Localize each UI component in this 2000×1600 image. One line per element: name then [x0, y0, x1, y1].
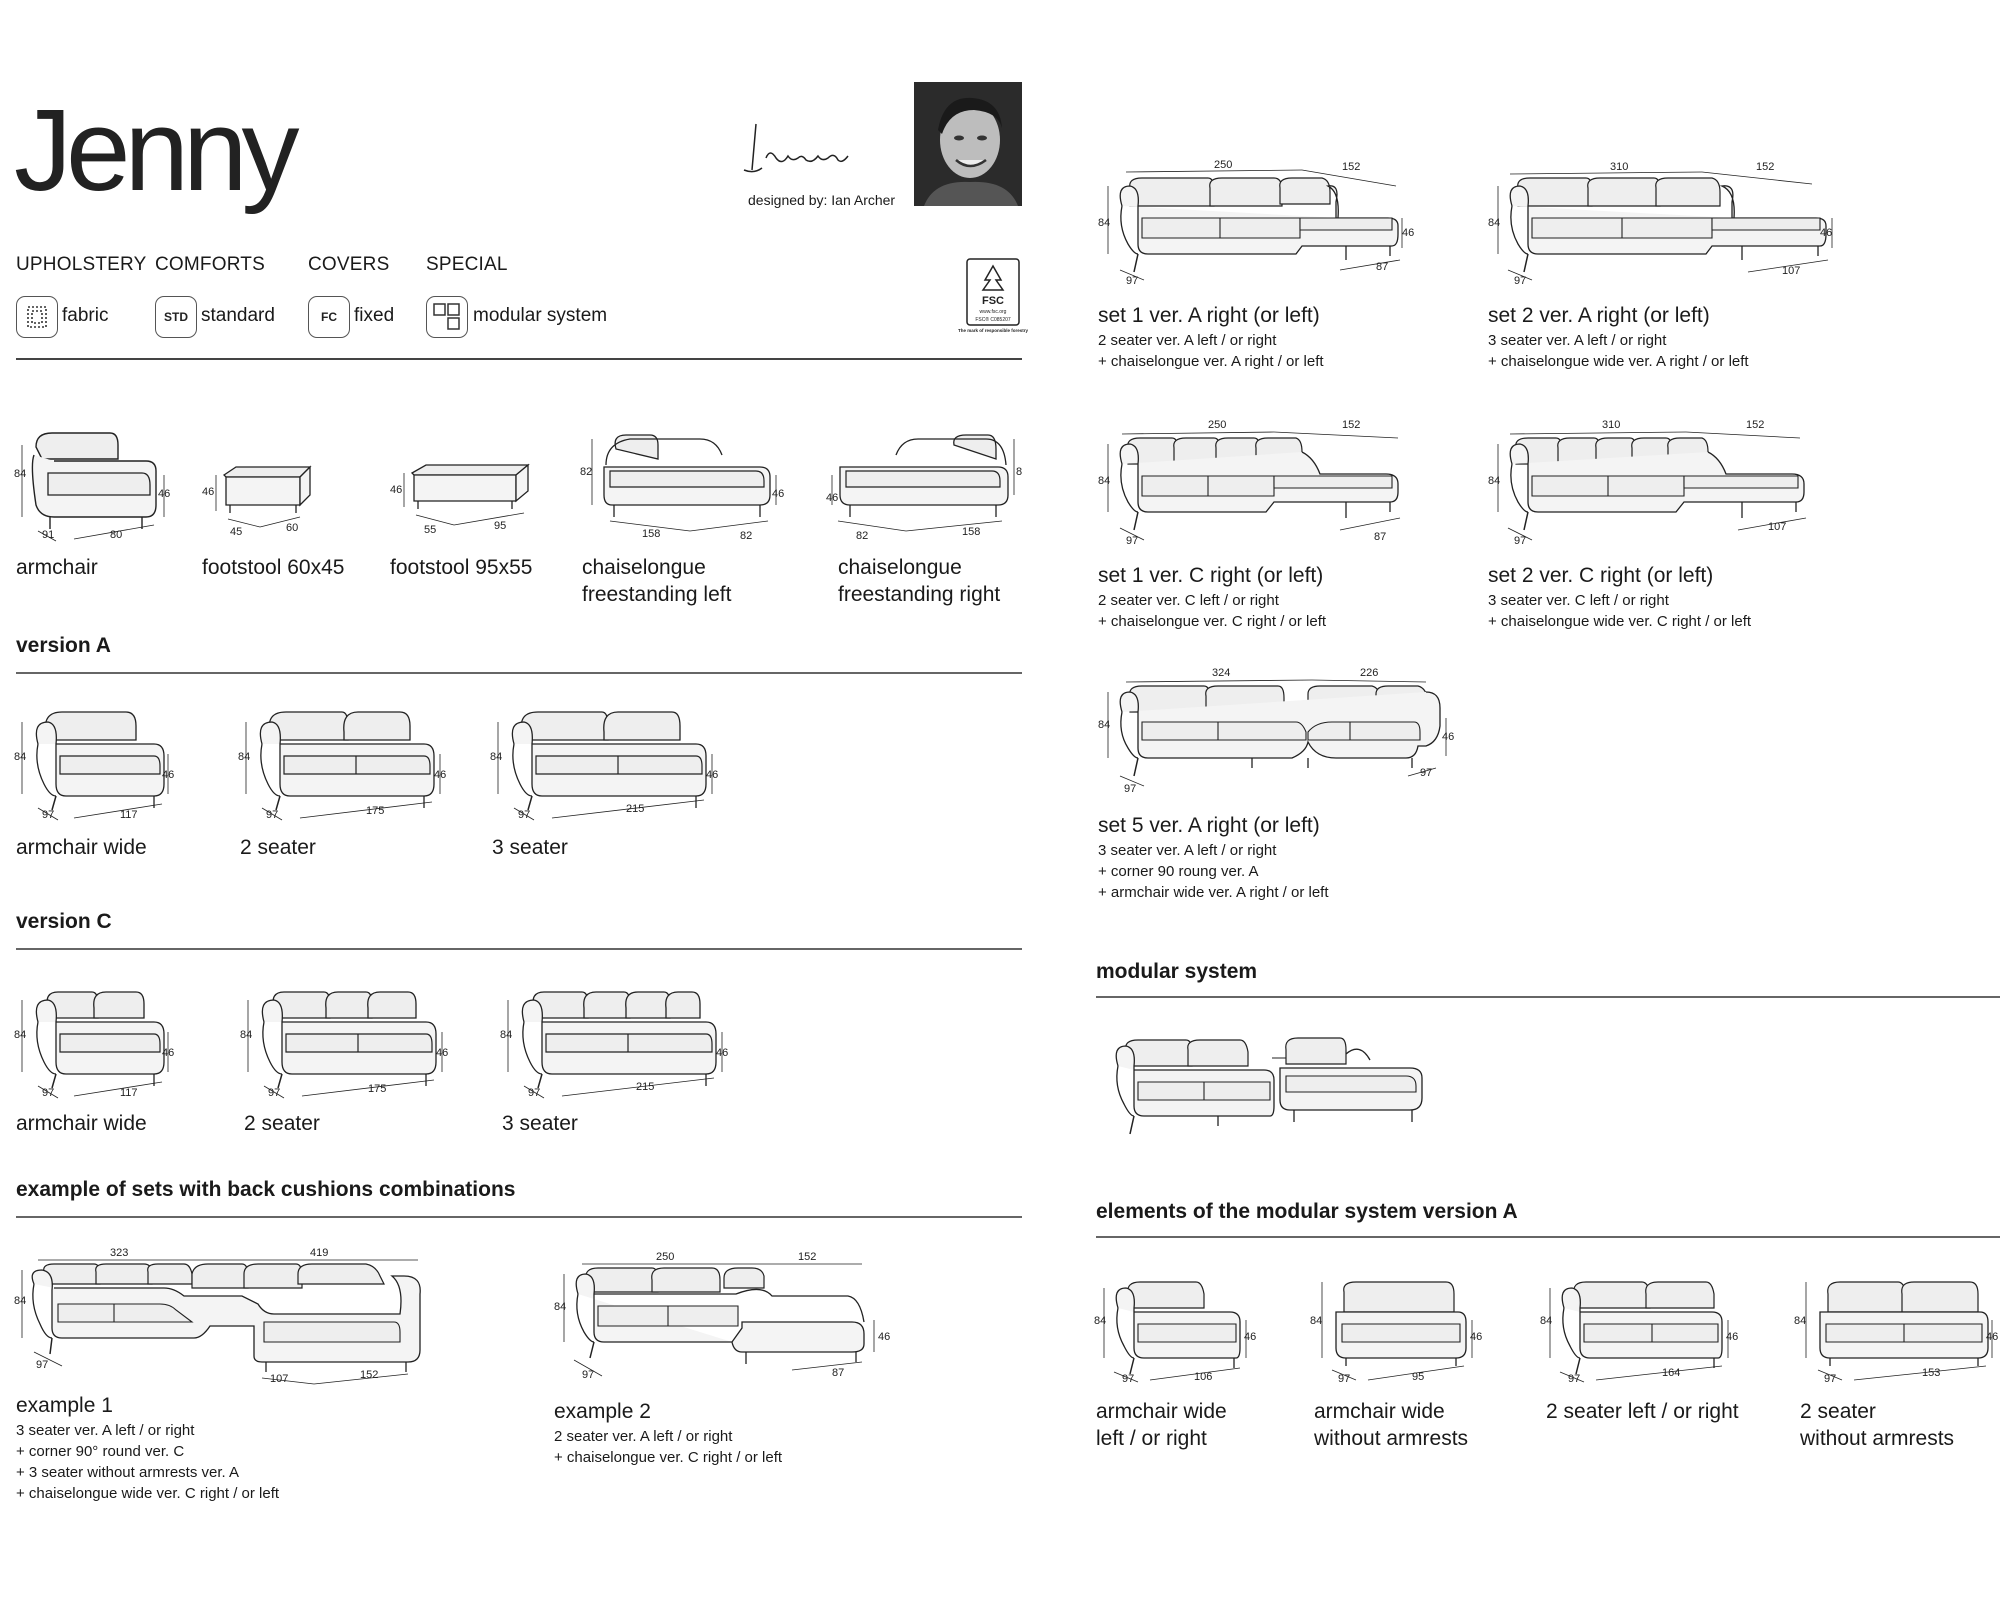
- element-armchair-wide-no-armrests-drawing: [1308, 1272, 1488, 1384]
- dim: 97: [518, 809, 531, 821]
- dim: 97: [1514, 535, 1527, 547]
- dim: 97: [266, 809, 279, 821]
- fsc-code: FSC® C085207: [975, 317, 1011, 323]
- chaiselongue-right-line2: freestanding right: [838, 583, 1001, 606]
- dim: 46: [706, 769, 719, 781]
- dim: 84: [1488, 475, 1501, 487]
- covers-header: COVERS: [308, 254, 390, 275]
- dim: 84: [500, 1029, 513, 1041]
- dim: 84: [14, 468, 27, 480]
- modular-system-label: modular system: [473, 305, 608, 326]
- version-a-title: version A: [16, 634, 111, 657]
- dim: 82: [856, 530, 869, 542]
- version-c-2-seater-drawing: [240, 982, 450, 1100]
- header-divider: [16, 358, 1022, 360]
- modular-system-drawing: [1094, 1030, 1434, 1148]
- chaiselongue-left-label: [582, 554, 731, 608]
- element-armchair-wide-drawing: [1094, 1272, 1264, 1384]
- dim: 97: [1126, 275, 1139, 287]
- dim: 97: [1514, 275, 1527, 287]
- armchair-drawing: [14, 425, 174, 543]
- element-2-seater-label: [1546, 1398, 1739, 1425]
- set-1-ver-c-drawing: [1096, 412, 1406, 552]
- dim: 215: [626, 803, 645, 815]
- dim: 46: [158, 488, 171, 500]
- version-a-armchair-wide-drawing: [14, 704, 174, 822]
- elements-title: elements of the modular system version A: [1096, 1200, 1518, 1223]
- element-label-line2: without armrests: [1800, 1427, 1955, 1450]
- dim: 164: [1662, 1367, 1681, 1379]
- set-line: + chaiselongue wide ver. A right / or left: [1488, 353, 1749, 370]
- example-2-drawing: [552, 1244, 892, 1386]
- dim: 107: [1768, 521, 1787, 533]
- dim: 152: [360, 1369, 379, 1381]
- dim: 152: [1342, 419, 1361, 431]
- dim: 84: [1540, 1315, 1553, 1327]
- dim: 107: [270, 1373, 289, 1385]
- set-2-ver-a-drawing: [1486, 156, 1846, 296]
- dim: 84: [1098, 719, 1111, 731]
- dim: 152: [1746, 419, 1765, 431]
- element-label-line1: armchair wide: [1096, 1400, 1227, 1423]
- dim: 80: [110, 529, 123, 541]
- dim: 152: [1756, 161, 1775, 173]
- dim: 97: [1568, 1373, 1581, 1385]
- dim: 84: [14, 1295, 27, 1307]
- examples-divider: [16, 1216, 1022, 1218]
- dim: 84: [1098, 475, 1111, 487]
- footstool-60x45-label: footstool 60x45: [202, 556, 345, 579]
- element-armchair-wide-label: [1096, 1398, 1227, 1452]
- dim: 97: [528, 1087, 541, 1099]
- set-1-ver-a-description: [1098, 330, 1324, 372]
- set-2-ver-c-drawing: [1486, 412, 1826, 552]
- dim: 84: [1310, 1315, 1323, 1327]
- fixed-label: fixed: [354, 305, 395, 326]
- set-1-ver-a-label: set 1 ver. A right (or left): [1098, 304, 1320, 327]
- dim: 60: [286, 522, 299, 534]
- version-a-divider: [16, 672, 1022, 674]
- fc-icon: FC: [308, 296, 350, 338]
- set-2-ver-a-label: set 2 ver. A right (or left): [1488, 304, 1710, 327]
- version-c-armchair-wide-drawing: [14, 982, 174, 1100]
- elements-divider: [1096, 1236, 2000, 1238]
- fabric-icon: [16, 296, 58, 338]
- comforts-header: COMFORTS: [155, 254, 265, 275]
- example-2-label: example 2: [554, 1400, 651, 1423]
- dim: 84: [240, 1029, 253, 1041]
- dim: 97: [1338, 1373, 1351, 1385]
- element-label-line1: 2 seater left / or right: [1546, 1400, 1739, 1423]
- dim: 46: [436, 1047, 449, 1059]
- example-2-line: 2 seater ver. A left / or right: [554, 1428, 733, 1445]
- dim: 97: [1122, 1373, 1135, 1385]
- dim: 84: [1098, 217, 1111, 229]
- dim: 84: [14, 1029, 27, 1041]
- dim: 87: [1376, 261, 1389, 273]
- dim: 158: [642, 528, 661, 540]
- element-armchair-wide-no-armrests-label: [1314, 1398, 1468, 1452]
- modular-system-icon: [426, 296, 468, 338]
- dim: 107: [1782, 265, 1801, 277]
- version-c-armchair-wide-label: armchair wide: [16, 1112, 147, 1135]
- dim: 152: [798, 1251, 817, 1263]
- set-5-ver-a-drawing: [1096, 662, 1456, 802]
- dim: 46: [434, 769, 447, 781]
- example-2-description: [554, 1426, 782, 1468]
- dim: 175: [366, 805, 385, 817]
- element-label-line2: left / or right: [1096, 1427, 1207, 1450]
- dim: 84: [554, 1301, 567, 1313]
- element-2-seater-no-armrests-drawing: [1794, 1272, 1998, 1384]
- footstool-60x45-drawing: [200, 455, 320, 543]
- dim: 87: [832, 1367, 845, 1379]
- dim: 46: [826, 492, 839, 504]
- dim: 84: [1794, 1315, 1807, 1327]
- fsc-tagline: The mark of responsible forestry: [957, 328, 1029, 333]
- dim: 97: [36, 1359, 49, 1371]
- example-1-description: [16, 1420, 279, 1504]
- designer-portrait: [914, 82, 1022, 206]
- chaiselongue-left-drawing: [580, 425, 785, 543]
- fsc-url: www.fsc.org: [979, 309, 1007, 315]
- dim: 95: [494, 520, 507, 532]
- dim: 97: [582, 1369, 595, 1381]
- set-1-ver-c-label: set 1 ver. C right (or left): [1098, 564, 1324, 587]
- set-5-ver-a-label: set 5 ver. A right (or left): [1098, 814, 1320, 837]
- example-1-line: + corner 90° round ver. C: [16, 1443, 185, 1460]
- dim: 82: [580, 466, 593, 478]
- version-c-divider: [16, 948, 1022, 950]
- special-header: SPECIAL: [426, 254, 508, 275]
- set-line: 3 seater ver. A left / or right: [1488, 332, 1667, 349]
- dim: 55: [424, 524, 437, 536]
- example-1-drawing: [14, 1244, 434, 1386]
- dim: 46: [1402, 227, 1415, 239]
- set-line: + armchair wide ver. A right / or left: [1098, 884, 1329, 901]
- dim: 117: [120, 1087, 138, 1099]
- dim: 82: [740, 530, 753, 542]
- dim: 97: [42, 809, 55, 821]
- dim: 215: [636, 1081, 655, 1093]
- set-line: + chaiselongue ver. C right / or left: [1098, 613, 1327, 630]
- dim: 46: [1986, 1331, 1999, 1343]
- dim: 106: [1194, 1371, 1213, 1383]
- dim: 91: [42, 529, 55, 541]
- footstool-95x55-label: footstool 95x55: [390, 556, 533, 579]
- dim: 46: [390, 484, 403, 496]
- examples-title: example of sets with back cushions combinations: [16, 1178, 516, 1201]
- set-line: 2 seater ver. C left / or right: [1098, 592, 1279, 609]
- set-2-ver-c-label: set 2 ver. C right (or left): [1488, 564, 1714, 587]
- fsc-text: FSC: [982, 295, 1004, 307]
- dim: 97: [1420, 767, 1433, 779]
- dim: 97: [1124, 783, 1137, 795]
- chaiselongue-right-line1: chaiselongue: [838, 556, 962, 579]
- modular-system-title: modular system: [1096, 960, 1258, 983]
- version-a-armchair-wide-label: armchair wide: [16, 836, 147, 859]
- standard-label: standard: [201, 305, 275, 326]
- dim: 46: [1726, 1331, 1739, 1343]
- dim: 419: [310, 1247, 329, 1259]
- dim: 46: [162, 1047, 175, 1059]
- footstool-95x55-drawing: [388, 455, 538, 543]
- example-2-line: + chaiselongue ver. C right / or left: [554, 1449, 783, 1466]
- version-c-title: version C: [16, 910, 112, 933]
- element-label-line2: without armrests: [1314, 1427, 1469, 1450]
- set-line: + chaiselongue ver. A right / or left: [1098, 353, 1324, 370]
- set-2-ver-c-description: [1488, 590, 1751, 632]
- dim: 8: [1016, 466, 1023, 478]
- dim: 153: [1922, 1367, 1941, 1379]
- chaiselongue-right-drawing: [826, 425, 1022, 543]
- dim: 323: [110, 1247, 129, 1259]
- dim: 46: [772, 488, 785, 500]
- modular-system-divider: [1096, 996, 2000, 998]
- dim: 117: [120, 809, 138, 821]
- dim: 46: [202, 486, 215, 498]
- dim: 84: [1094, 1315, 1107, 1327]
- dim: 87: [1374, 531, 1387, 543]
- chaiselongue-left-line2: freestanding left: [582, 583, 732, 606]
- set-2-ver-a-description: [1488, 330, 1749, 372]
- dim: 175: [368, 1083, 387, 1095]
- element-2-seater-no-armrests-label: [1800, 1398, 1954, 1452]
- dim: 46: [1442, 731, 1455, 743]
- version-c-3-seater-label: 3 seater: [502, 1112, 578, 1135]
- dim: 46: [878, 1331, 891, 1343]
- dim: 226: [1360, 667, 1379, 679]
- dim: 46: [1244, 1331, 1257, 1343]
- dim: 46: [1470, 1331, 1483, 1343]
- set-5-ver-a-description: [1098, 840, 1329, 903]
- version-a-2-seater-drawing: [238, 704, 448, 822]
- set-line: + corner 90 roung ver. A: [1098, 863, 1259, 880]
- example-1-line: 3 seater ver. A left / or right: [16, 1422, 195, 1439]
- set-1-ver-a-drawing: [1096, 156, 1415, 296]
- example-1-line: + chaiselongue wide ver. C right / or left: [16, 1485, 280, 1502]
- fsc-logo: [957, 258, 1029, 340]
- dim: 46: [1820, 227, 1833, 239]
- dim: 45: [230, 526, 243, 538]
- dim: 97: [268, 1087, 281, 1099]
- version-a-3-seater-drawing: [490, 704, 720, 822]
- dim: 95: [1412, 1371, 1425, 1383]
- version-a-2-seater-label: 2 seater: [240, 836, 316, 859]
- chaiselongue-left-line1: chaiselongue: [582, 556, 706, 579]
- dim: 324: [1212, 667, 1231, 679]
- example-1-label: example 1: [16, 1394, 113, 1417]
- dim: 97: [42, 1087, 55, 1099]
- set-line: 2 seater ver. A left / or right: [1098, 332, 1277, 349]
- version-a-3-seater-label: 3 seater: [492, 836, 568, 859]
- dim: 310: [1610, 161, 1629, 173]
- dim: 84: [490, 751, 503, 763]
- dim: 97: [1824, 1373, 1837, 1385]
- armchair-label: armchair: [16, 556, 98, 579]
- dim: 152: [1342, 161, 1361, 173]
- dim: 158: [962, 526, 981, 538]
- element-label-line1: 2 seater: [1800, 1400, 1876, 1423]
- dim: 97: [1126, 535, 1139, 547]
- designer-signature: [742, 118, 892, 178]
- version-c-2-seater-label: 2 seater: [244, 1112, 320, 1135]
- dim: 84: [14, 751, 27, 763]
- version-c-3-seater-drawing: [500, 982, 730, 1100]
- set-line: 3 seater ver. C left / or right: [1488, 592, 1669, 609]
- example-1-line: + 3 seater without armrests ver. A: [16, 1464, 240, 1481]
- element-2-seater-drawing: [1540, 1272, 1740, 1384]
- dim: 250: [656, 1251, 675, 1263]
- dim: 84: [1488, 217, 1501, 229]
- set-line: + chaiselongue wide ver. C right / or left: [1488, 613, 1752, 630]
- dim: 250: [1214, 159, 1233, 171]
- dim: 84: [238, 751, 251, 763]
- fabric-label: fabric: [62, 305, 109, 326]
- upholstery-header: UPHOLSTERY: [16, 254, 147, 275]
- dim: 46: [162, 769, 175, 781]
- std-icon: STD: [155, 296, 197, 338]
- dim: 250: [1208, 419, 1227, 431]
- set-line: 3 seater ver. A left / or right: [1098, 842, 1277, 859]
- dim: 310: [1602, 419, 1621, 431]
- dim: 46: [716, 1047, 729, 1059]
- product-title: Jenny: [14, 85, 294, 215]
- element-label-line1: armchair wide: [1314, 1400, 1445, 1423]
- set-1-ver-c-description: [1098, 590, 1326, 632]
- chaiselongue-right-label: [838, 554, 1000, 608]
- designed-by: designed by: Ian Archer: [748, 192, 896, 208]
